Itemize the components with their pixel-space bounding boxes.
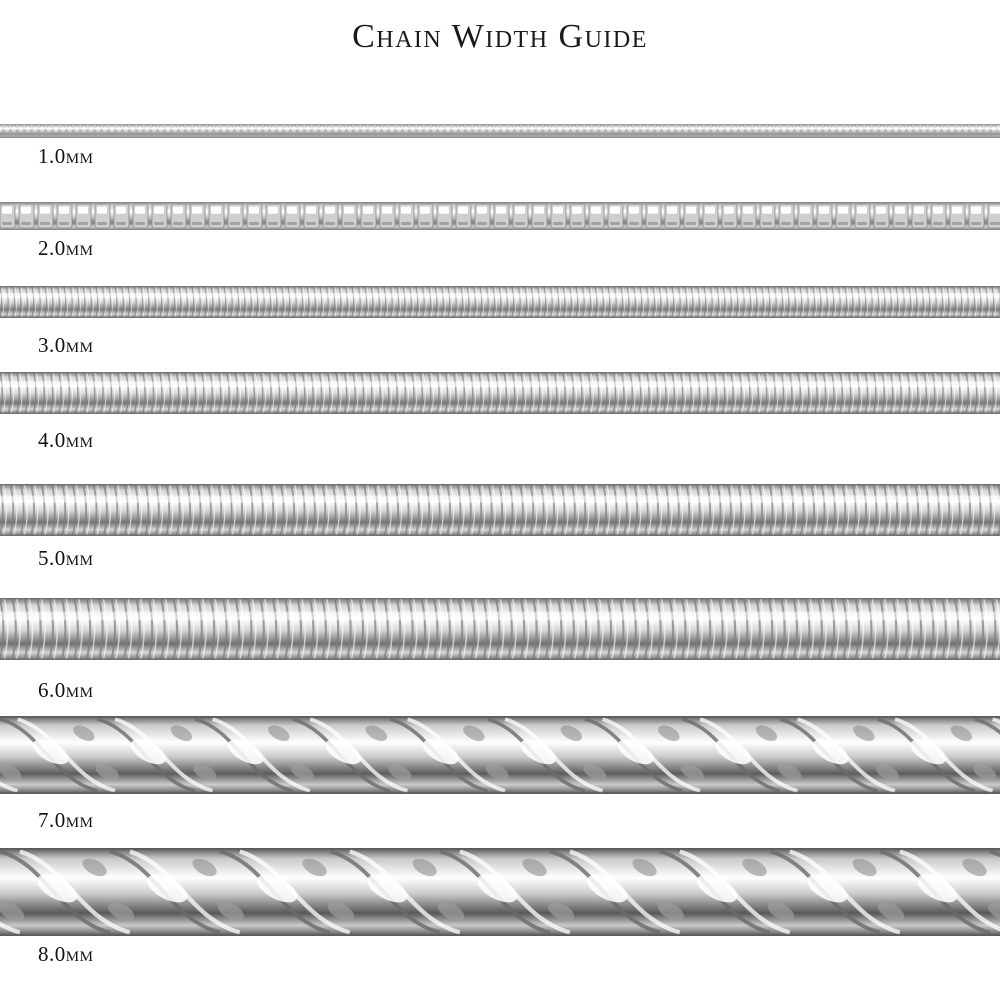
chain-illustration (0, 598, 1000, 660)
chain-illustration (0, 372, 1000, 414)
chain-illustration (0, 124, 1000, 138)
chain-sample-3.0mm (0, 286, 1000, 318)
chain-width-label: 7.0mm (38, 808, 94, 832)
chain-width-label: 4.0mm (38, 428, 94, 452)
chain-width-label: 8.0mm (38, 942, 94, 966)
chain-illustration (0, 848, 1000, 936)
chain-sample-7.0mm (0, 716, 1000, 794)
chain-width-label: 1.0mm (38, 144, 94, 168)
chain-width-label: 6.0mm (38, 678, 94, 702)
chain-sample-4.0mm (0, 372, 1000, 414)
chain-width-label: 3.0mm (38, 333, 94, 357)
chain-width-label: 5.0mm (38, 546, 94, 570)
chain-illustration (0, 286, 1000, 318)
chain-sample-2.0mm (0, 202, 1000, 230)
chain-width-label: 2.0mm (38, 236, 94, 260)
chain-sample-6.0mm (0, 598, 1000, 660)
chain-illustration (0, 716, 1000, 794)
chain-sample-8.0mm (0, 848, 1000, 936)
chain-illustration (0, 484, 1000, 536)
chain-sample-1.0mm (0, 124, 1000, 138)
chain-illustration (0, 202, 1000, 230)
chain-sample-5.0mm (0, 484, 1000, 536)
page-title: Chain Width Guide (352, 18, 648, 55)
